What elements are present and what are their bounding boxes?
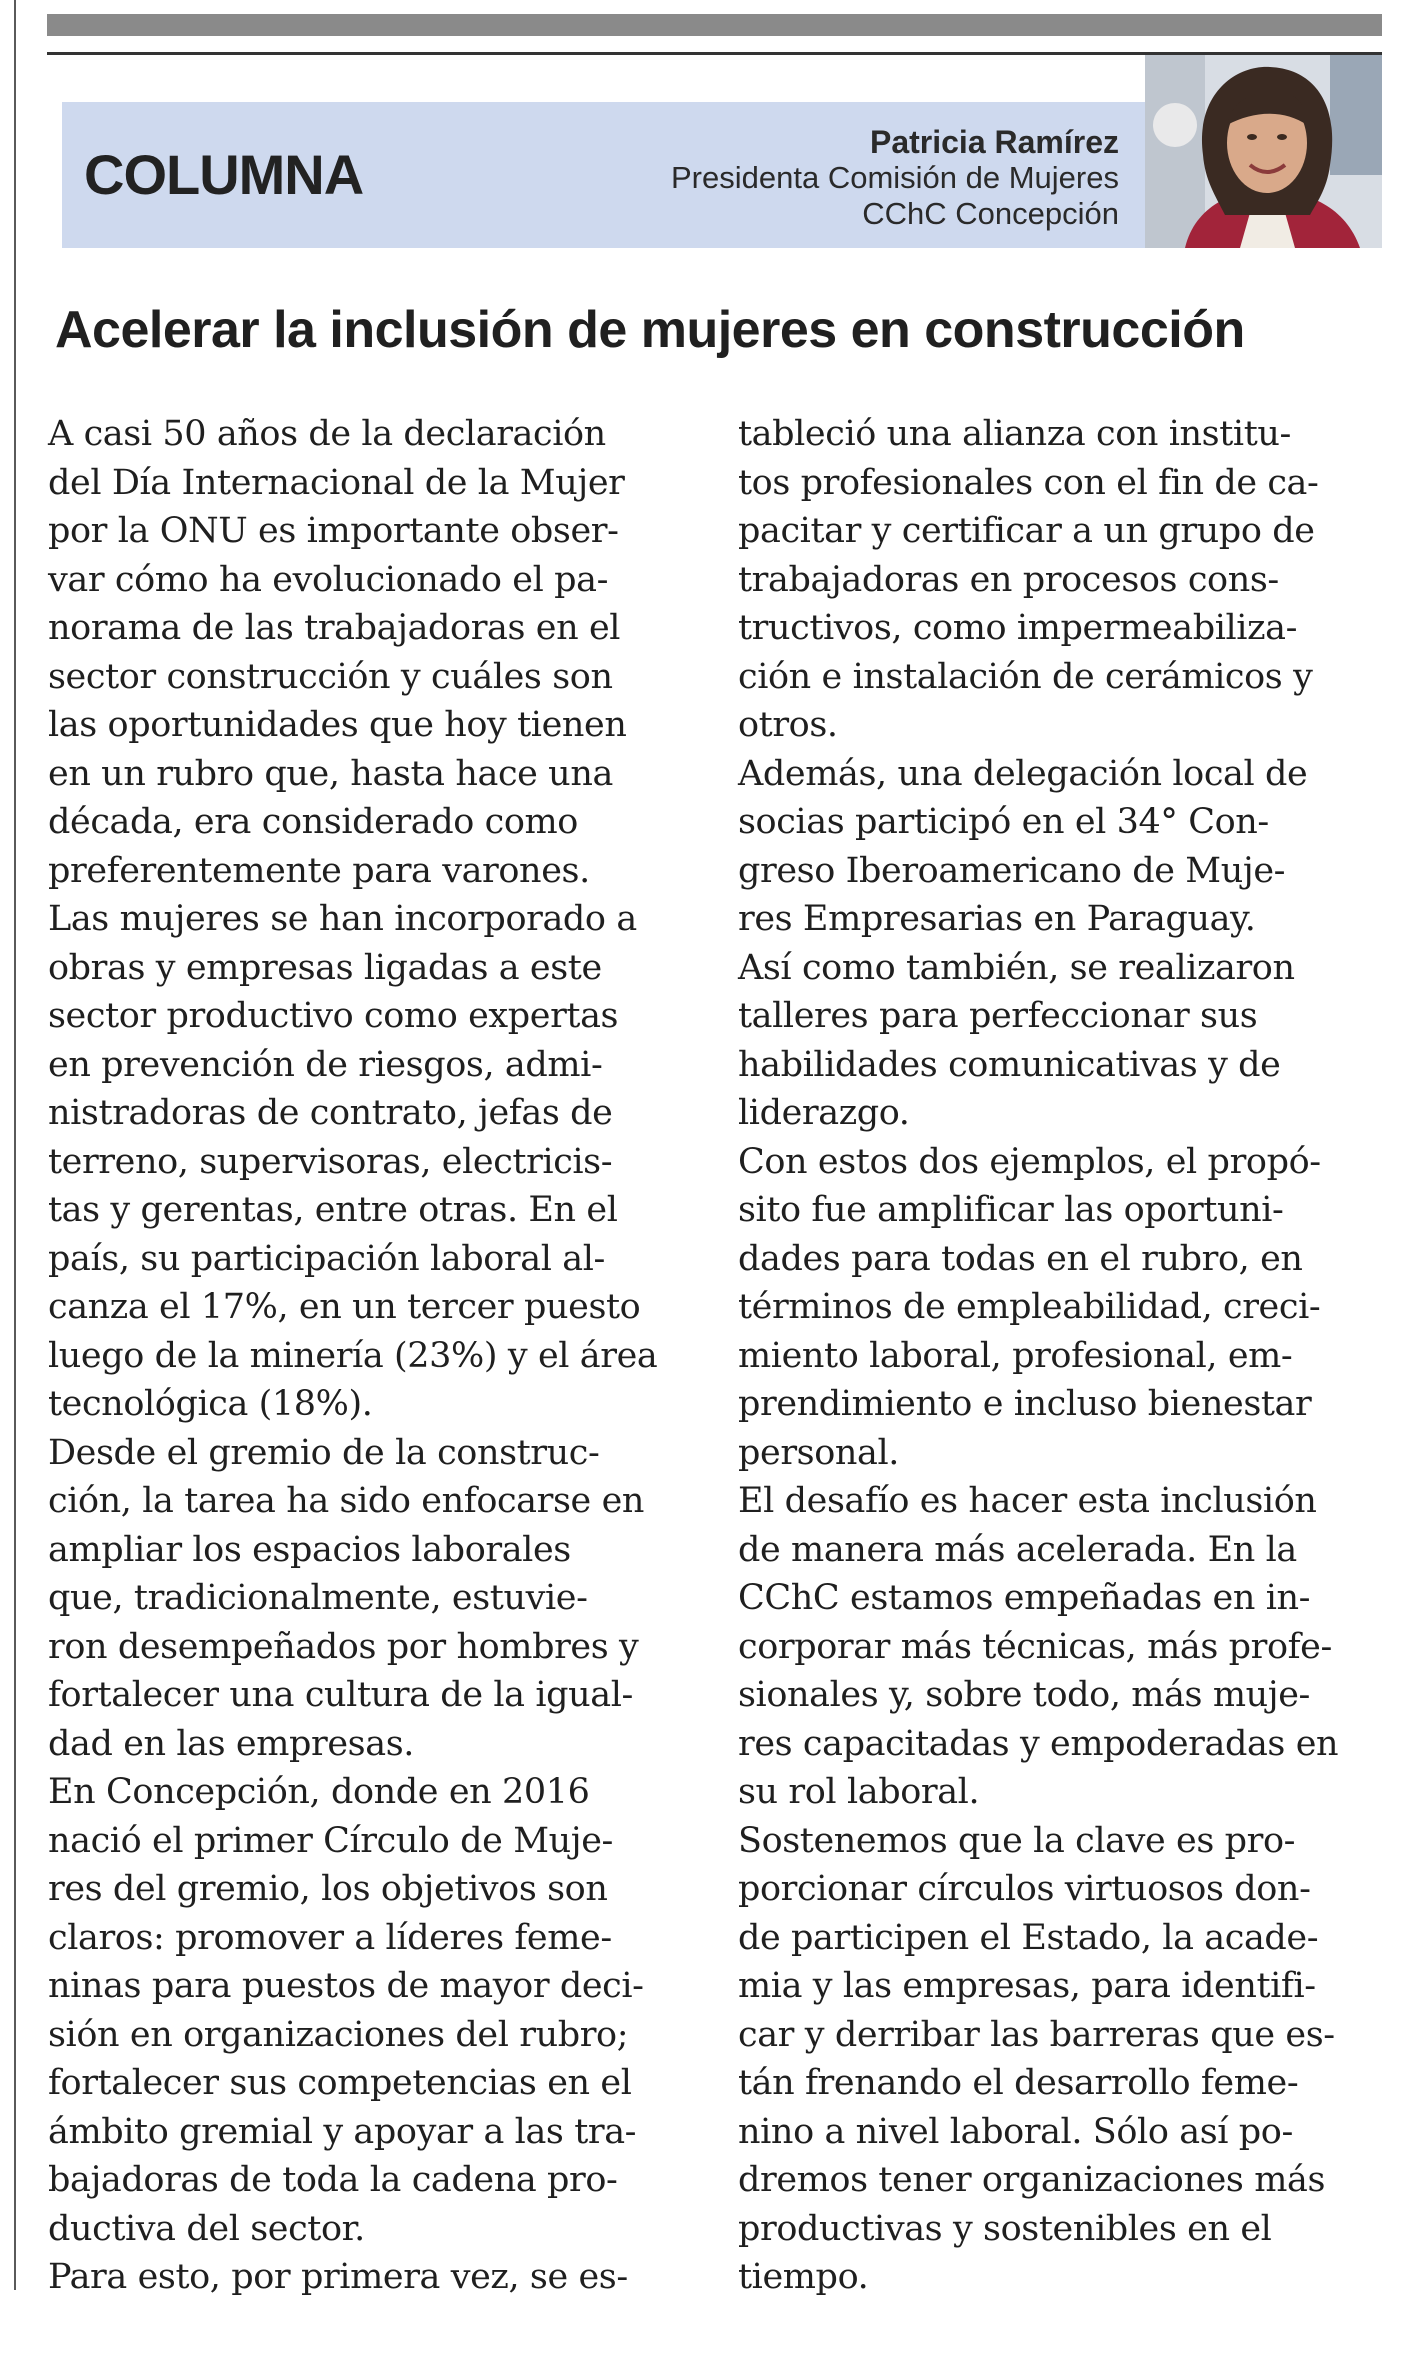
author-block	[671, 124, 1119, 232]
article-headline: Acelerar la inclusión de mujeres en construcción	[55, 301, 1245, 359]
author-name: Patricia Ramírez	[869, 124, 1119, 160]
top-gray-bar	[47, 14, 1382, 36]
article-column-left: A casi 50 años de la declaración del Día Internacional de la Mujer por la ONU es importante obser- var cómo ha evolucionado el pa- norama de las trabajadoras en el sector construcción y cuáles son las oportunidades que hoy tienen en un rubro que, hasta hace una década, era considerado como preferentemente para varones. Las mujeres se han incorporado a obras y empresas ligadas a este sector productivo como expertas en prevención de riesgos, admi- nistradoras de contrato, jefas de terreno, supervisoras, electricis- tas y gerentas, entre otras. En el país, su participación laboral al- canza el 17%, en un tercer puesto luego de la minería (23%) y el área tecnológica (18%). Desde el gremio de la construc- ción, la tarea ha sido enfocarse en ampliar los espacios laborales que, tradicionalmente, estuvie- ron desempeñados por hombres y fortalecer una cultura de la igual- dad en las empresas. En Concepción, donde en 2016 nació el primer Círculo de Muje- res del gremio, los objetivos son claros: promover a líderes feme- ninas para puestos de mayor deci- sión en organizaciones del rubro; fortalecer sus competencias en el ámbito gremial y apoyar a las tra- bajadoras de toda la cadena pro- ductiva del sector. Para esto, por primera vez, se es-	[48, 414, 658, 2297]
article-column-right: tableció una alianza con institu- tos profesionales con el fin de ca- pacitar y certificar a un grupo de trabajadoras en procesos cons- tructivos, como impermeabiliza- ción e instalación de cerámicos y otros. Además, una delegación local de socias participó en el 34° Con- greso Iberoamericano de Muje- res Empresarias en Paraguay. Así como también, se realizaron talleres para perfeccionar sus habilidades comunicativas y de liderazgo. Con estos dos ejemplos, el propó- sito fue amplificar las oportuni- dades para todas en el rubro, en términos de empleabilidad, creci- miento laboral, profesional, em- prendimiento e incluso bienestar personal. El desafío es hacer esta inclusión de manera más acelerada. En la CChC estamos empeñadas en in- corporar más técnicas, más profe- sionales y, sobre todo, más muje- res capacitadas y empoderadas en su rol laboral. Sostenemos que la clave es pro- porcionar círculos virtuosos don- de participen el Estado, la acade- mia y las empresas, para identifi- car y derribar las barreras que es- tán frenando el desarrollo feme- nino a nivel laboral. Sólo así po- dremos tener organizaciones más productivas y sostenibles en el tiempo.	[738, 414, 1339, 2297]
section-label: COLUMNA	[84, 143, 364, 206]
page-left-rule	[14, 0, 16, 2290]
author-photo	[1145, 55, 1382, 248]
author-role: Presidenta Comisión de Mujeres	[671, 160, 1119, 195]
author-organization: CChC Concepción	[862, 196, 1119, 231]
